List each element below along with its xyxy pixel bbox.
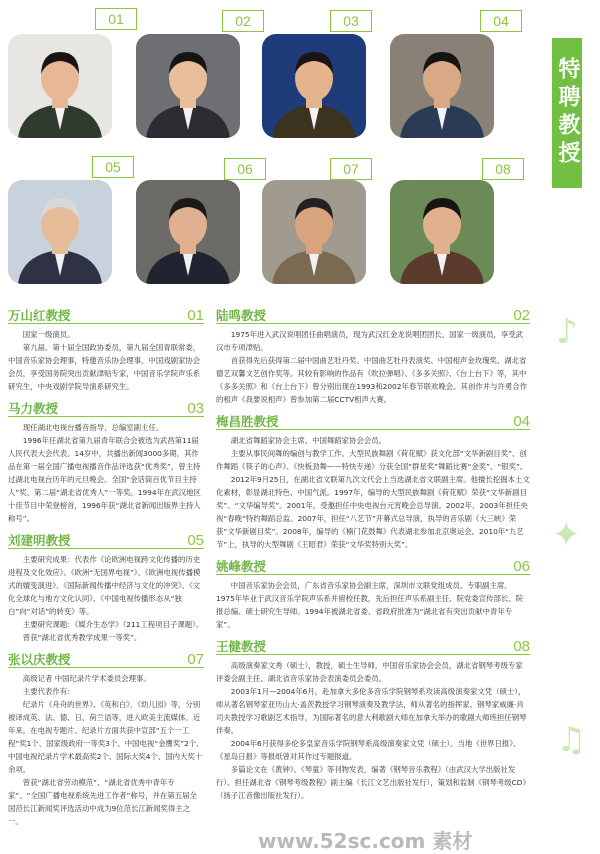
professor-name: 刘建明教授	[8, 533, 71, 548]
bio-paragraph: 纪录片《舟舟的世界》、《英和白》、《幼儿园》等，分别被译成英、法、德、日、荷兰语等，进入欧美主流媒体。近年来，在电视专题片、纪录片方面共获中宣部“五个一工程”奖1个、国家级政府一等奖3个、中国电视“金鹰奖”2个、中国电视纪录片学术最高奖2个、国际大奖4个、国内大奖十余项。	[8, 700, 204, 774]
bio-paragraph: 2003年1月—2004年6月，赴加拿大多伦多音乐学院钢琴系攻读高级演奏家文凭（硕士），师从著名钢琴家亚历山大·盖茨教授学习钢琴演奏及教学法，师从著名的指挥家、钢琴家威廉·肖司夫教授学习歌剧艺术指导，为国际著名的意大利歌剧大师在加拿大举办的歌剧大师班担任钢琴伴奏。	[216, 687, 527, 735]
section-number: 03	[187, 400, 204, 417]
section-number: 08	[513, 638, 530, 655]
professor-name: 陆鸣教授	[216, 308, 267, 323]
bio-paragraph: 2012年9月25日，在湖北省文联第九次文代会上当选湖北省文联副主席。他擅长挖掘本土文化素材，彰显湖北特色、中国气派。1997年，编导的大型民族舞剧《荷花赋》荣获“文华新剧目奖”、“文华编导奖”。2001年，受邀担任中央电视台元宵晚会总导演。2002年、2003年担任央视“春晚”特约舞蹈总监。2007年，担任“八艺节”开幕式总导演，执导的音乐剧《大三峡》荣获“文华新剧目奖”。2008年，编导的《楠门花鼓舞》代表湖北参加北京奥运会。2010年“九艺节”上，执导的大型舞剧《王昭君》荣获“文华奖特别大奖”。	[216, 475, 530, 549]
bio-paragraph: 多篇论文在《黄钟》、《琴童》等刊物发表，编著《钢琴音乐教程》（由武汉大学出版社发行）、担任湖北省《钢琴考级教程》副主编（长江文艺出版社发行），策划和监制《钢琴考级CD》（扬子江音像出版社发行）。	[216, 765, 530, 800]
bio-paragraph: 曾获“湖北省优秀教学成果一等奖”。	[22, 633, 142, 642]
bio-paragraph: 曾获“湖北省劳动模范”、“湖北省优秀中青年专家”、“全国广播电视系统先进工作者”称号，并在第五届全国范长江新闻奖评选活动中成为9位范长江新闻奖得主之一。	[8, 778, 197, 826]
portrait-photo	[8, 34, 112, 138]
professor-name: 马力教授	[8, 401, 59, 416]
portrait-photo	[8, 180, 112, 284]
section-header	[216, 412, 530, 430]
section-header	[8, 399, 204, 417]
bio-paragraph: 1975年进入武汉说唱团任曲唱演员，现为武汉红金龙说唱团团长。国家一级演员，享受武汉市专项津贴。	[216, 330, 524, 352]
right-column	[216, 300, 530, 802]
photo-number-4: 04	[480, 10, 522, 32]
photo-number-1: 01	[95, 8, 137, 30]
section-number: 04	[513, 413, 530, 430]
side-title: 特聘教授	[552, 38, 582, 188]
portrait-photo	[136, 34, 240, 138]
portrait-photo	[136, 180, 240, 284]
section-number: 01	[187, 307, 204, 324]
bio-paragraph: 现任湖北电视台播音指导、总编室副主任。	[22, 423, 164, 432]
portrait-photo	[262, 34, 366, 138]
section-number: 05	[187, 532, 204, 549]
bio-paragraph: 高级演奏家文秀（硕士），教授，硕士生导师，中国音乐家协会会员，湖北省钢琴考级专家评委会副主任、湖北省音乐家协会表演委员会委员。	[216, 661, 523, 683]
section-header	[216, 557, 530, 575]
professor-name: 万山红教授	[8, 308, 71, 323]
section-header	[8, 650, 204, 668]
bio-paragraph: 湖北省舞蹈家协会主席、中国舞蹈家协会会员。	[230, 436, 387, 445]
left-column	[8, 300, 204, 828]
section-number: 07	[187, 651, 204, 668]
bio-paragraph: 中国音乐家协会会员，广东省音乐家协会副主席，深圳市文联党组成员、专职副主席。1975年毕业于武汉音乐学院声乐系并留校任教，先后担任声乐系副主任、院党委宣传部长、院报总编、硕士研究生导师。1994年被湖北省委、省政府批准为“湖北省有突出贡献中青年专家”。	[216, 581, 524, 629]
section-number: 02	[513, 307, 530, 324]
portrait-photo	[390, 180, 494, 284]
bio-paragraph: 1996年任湖北省第九届青年联合会被选为武昌第11届人民代表大会代表。14岁中，共播出新闻3000多期，其作品在第一届全国广播电视播音作品评选获“优秀奖”，曾主持过湖北电视台历年的元旦晚会。全国“金话筒百优节目主持人”奖、第二届“湖北省优秀人”一等奖。1994年在武汉地区十佳节目中荣登榜首，1996年获“湖北省新闻出版界主持人称号”。	[8, 436, 201, 523]
bio-paragraph: 2004年6月获得多伦多皇家音乐学院钢琴系高级演奏家文凭（硕士）。当地《世界日报》、《星岛日报》等报纸曾对其作过专题报道。	[216, 739, 521, 761]
bio-paragraph: 国家一级演员。	[22, 330, 75, 339]
watermark: www.52sc.com 素材	[258, 829, 473, 853]
piano-icon: ♫	[556, 720, 587, 760]
bio-paragraph: 首获得先后获得第二届中国曲艺牡丹奖、中国曲艺牡丹表演奖、中国相声金玫瑰奖、湖北省德艺双馨文艺创作奖等。其较有影响的作品有《吹拉弹唱》、《多多关照》、《台上台下》等，其中《多多关照》和《台上台下》曾分别出现在1993和2002年春节联欢晚会。其创作并与许勇合作的相声《我要说相声》曾参加第二届CCTV相声大赛。	[216, 356, 528, 404]
photo-number-5: 05	[92, 156, 134, 178]
music-note-icon: ♪	[556, 312, 578, 352]
bio-paragraph: 主要研究成果：代表作《论欧洲电视跨文化传播的历史进程及文化效应》、《欧洲“无国界电视”》、《欧洲电视传播模式的嬗变演进》、《国际新闻传播中经济与文化的冲突》、《文化全球化与地方文化认同》、《中国电视传播形态从“独白”向“对话”的转变》等。	[8, 555, 201, 616]
bio-paragraph: 主要代表作有：	[22, 687, 75, 696]
section-header	[8, 531, 204, 549]
bio-paragraph: 高级记者 中国纪录片学术委员会理事。	[22, 674, 151, 683]
photo-number-7: 07	[330, 158, 372, 180]
photo-number-3: 03	[330, 10, 372, 32]
professor-name: 王健教授	[216, 639, 267, 654]
section-number: 06	[513, 558, 530, 575]
section-header	[216, 306, 530, 324]
photo-number-6: 06	[224, 158, 266, 180]
dancer-icon: ✦	[552, 515, 581, 555]
bio-paragraph: 主要从事民间舞的编创与教学工作。大型民族舞剧《荷花赋》获文化部“文华新剧目奖”、创作舞蹈《筷子的心声》、《快板劲舞——特快专递》分获全国“群星奖”舞蹈比赛“金奖”、“银奖”。	[216, 449, 528, 471]
bio-paragraph: 主要研究课题：《媒介生态学》（211工程项目子课题）。	[22, 620, 204, 629]
photo-number-2: 02	[222, 10, 264, 32]
professor-name: 梅昌胜教授	[216, 414, 279, 429]
portrait-photo	[390, 34, 494, 138]
section-header	[216, 637, 530, 655]
professor-name: 姚峰教授	[216, 559, 267, 574]
bio-paragraph: 第九届、第十届全国政协委员，第九届全国青联常委，中国音乐家协会理事，特邀音乐协会理事，中国戏剧家协会会员，享受国务院突出贡献津贴专家，中国音乐学院声乐系研究生，中央戏剧学院导演系研究生。	[8, 343, 201, 391]
section-header	[8, 306, 204, 324]
photo-number-8: 08	[482, 158, 524, 180]
professor-name: 张以庆教授	[8, 652, 71, 667]
portrait-photo	[262, 180, 366, 284]
